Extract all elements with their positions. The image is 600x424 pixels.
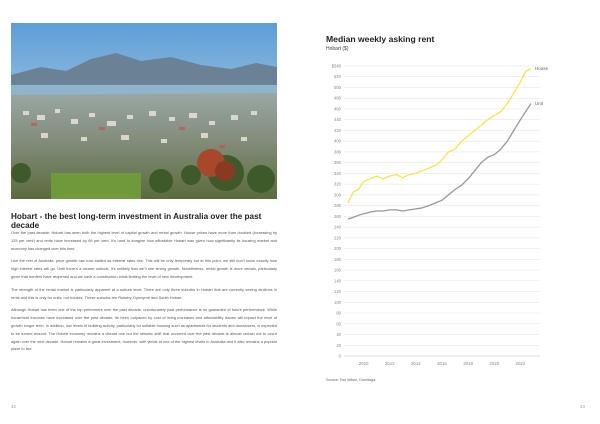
- article-body: [11, 229, 277, 358]
- x-tick-label: 2012: [384, 361, 395, 366]
- x-tick-label: 2014: [410, 361, 421, 366]
- article-paragraph: Although Hobart has been one of the top performers over the past decade, unfortunately past performance is no guarantee of future performance. While household incomes have increased over the past decade, its been outpaced by cost of living increases and affordability issues will impact the level of growth longer term. In addition, low levels of building activity, particularly for suitable housing such as apartments for students and downsizers, is expected to be turned around. The Hobart economy remains a vibrant one but the seismic shift that occurred over the past decade is almost certain not to occur again over the next decade. Hobart remains a great investment, however, with yields at one of the highest levels in Australia and it also remains a popular place to live.: [11, 307, 277, 352]
- y-tick-label: 420: [334, 127, 341, 133]
- article-paragraph: The strength of the rental market is particularly apparent at a suburb level. There are only three suburbs in Hobart that are currently seeing declines in rents and this is only for units, not houses. These suburbs are Rokeby, Dynnyrne and South Hobart.: [11, 286, 277, 300]
- y-tick-label: 320: [334, 181, 341, 187]
- y-tick-label: 460: [334, 106, 341, 112]
- series-label-unit: Unit: [534, 101, 544, 107]
- chart-subtitle: Hobart ($): [326, 46, 349, 52]
- y-tick-label: 120: [334, 289, 341, 295]
- y-tick-label: 280: [334, 203, 341, 209]
- y-tick-label: 180: [334, 256, 341, 262]
- x-tick-label: 2020: [489, 361, 500, 366]
- x-tick-label: 2016: [437, 361, 447, 366]
- y-tick-label: 440: [334, 117, 341, 123]
- y-tick-label: 340: [334, 170, 341, 176]
- y-tick-label: 140: [334, 278, 341, 284]
- y-tick-label: 80: [336, 310, 341, 316]
- y-tick-label: 100: [334, 299, 341, 305]
- y-tick-label: 0: [338, 353, 341, 359]
- y-tick-label: 300: [334, 192, 341, 198]
- x-tick-label: 2022: [515, 361, 526, 366]
- series-label-house: House: [534, 66, 549, 72]
- y-tick-label: 360: [334, 160, 341, 166]
- series-line-house: [348, 69, 531, 203]
- y-tick-label: 20: [336, 342, 341, 348]
- y-tick-label: 480: [334, 95, 341, 101]
- article-paragraph: Over the past decade, Hobart has seen both the highest level of capital growth and rental growth. House prices have more than doubled (increasing by 125 per cent) and rents have increased by 69 per cent. It’s hard to imagine how affordable Hobart was given how significantly its housing market and economy has changed over this time.: [11, 230, 277, 251]
- x-tick-label: 2018: [463, 361, 474, 366]
- page-number-right: 43: [580, 404, 586, 409]
- hobart-city-photo: [11, 23, 277, 199]
- rent-line-chart: [318, 56, 580, 379]
- y-tick-label: 220: [334, 235, 341, 241]
- page-number-left: 42: [11, 404, 17, 409]
- y-tick-label: 400: [334, 138, 341, 144]
- y-tick-label: 60: [336, 321, 341, 327]
- y-tick-label: 240: [334, 224, 341, 230]
- y-tick-label: 40: [336, 332, 341, 338]
- y-tick-label: 500: [334, 84, 341, 90]
- y-tick-label: 160: [334, 267, 341, 273]
- x-tick-label: 2010: [358, 361, 369, 366]
- y-tick-label: 520: [334, 74, 341, 80]
- article-title: Hobart - the best long-term investment in Australia over the past decade: [11, 212, 262, 230]
- chart-source: Source: Bar Wilski, Domitaga: [326, 378, 376, 382]
- chart-title: Median weekly asking rent: [326, 34, 435, 44]
- article-paragraph: Like the rest of Australia, price growth has now stalled as interest rates rise. This will be only temporary but at this point, we still don’t know exactly how high interest rates will go. Until there’s a clearer outlook, it’s unlikely that we’ll see strong growth. Nonetheless, rental growth is more certain, particularly given that borders have reopened and we have a construction crisis limiting the level of new development.: [11, 258, 277, 279]
- chart-canvas: [318, 56, 580, 374]
- y-tick-label: 380: [334, 149, 341, 155]
- y-tick-label: 200: [334, 246, 341, 252]
- y-tick-label: $540: [331, 63, 341, 69]
- y-tick-label: 260: [334, 213, 341, 219]
- right-page: [300, 0, 600, 424]
